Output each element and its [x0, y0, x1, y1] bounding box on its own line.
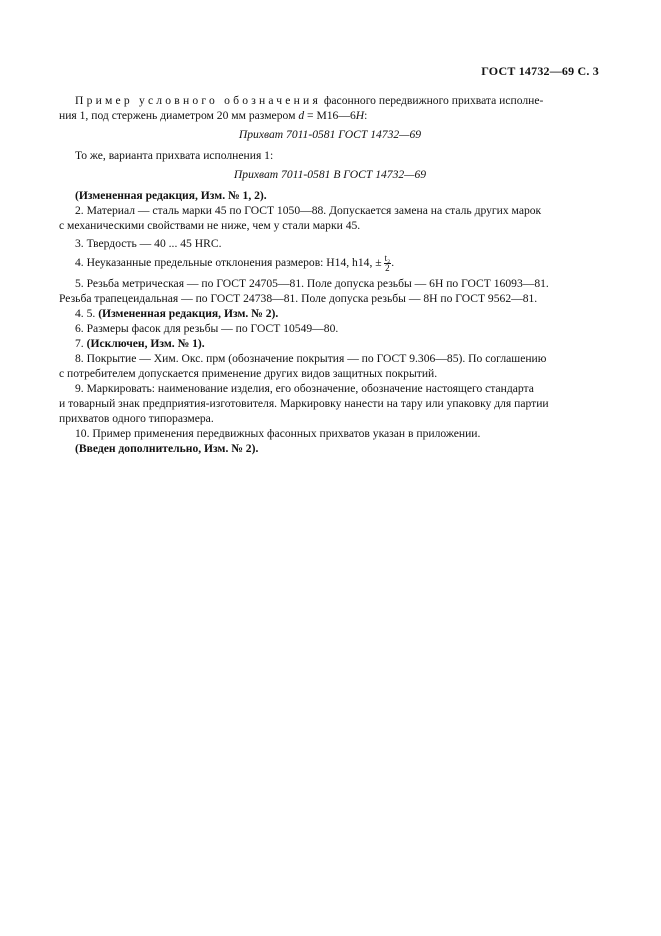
item-2-line-2: с механическими свойствами не ниже, чем у стали марки 45.: [59, 219, 361, 232]
example-variable-h: H: [355, 109, 365, 122]
example-paragraph-line2: [59, 108, 585, 123]
item-4-text: 4. Неуказанные предельные отклонения размеров: H14, h14, ±: [75, 256, 382, 270]
item-7: [75, 336, 585, 351]
revision-note-1-2: (Измененная редакция, Изм. № 1, 2).: [75, 189, 267, 202]
example-spaced-heading: Пример условного обозначения: [75, 94, 321, 107]
designation-1: Прихват 7011-0581 ГОСТ 14732—69: [238, 128, 422, 141]
item-6: 6. Размеры фасок для резьбы — по ГОСТ 10549—80.: [75, 322, 339, 335]
item-2-line-1: 2. Материал — сталь марки 45 по ГОСТ 1050—88. Допускается замена на сталь других марок: [75, 204, 542, 217]
item-9-line-3: прихватов одного типоразмера.: [59, 412, 214, 425]
example-line2-colon: :: [364, 109, 368, 122]
example-text: фасонного передвижного прихвата исполне-: [321, 94, 544, 107]
designation-2: Прихват 7011-0581 В ГОСТ 14732—69: [233, 168, 427, 181]
item-9-line-2: и товарный знак предприятия-изготовителя. Маркировку нанести на тару или упаковку для партии: [59, 397, 549, 410]
item-4: [75, 254, 585, 273]
item-4-5-note: [75, 306, 585, 321]
item-7-excluded: (Исключен, Изм. № 1).: [86, 337, 205, 350]
example-line2-thread: = М16—6: [304, 109, 356, 122]
item-4-5-revision: (Измененная редакция, Изм. № 2).: [98, 307, 279, 320]
item-4-5-prefix: 4. 5.: [75, 307, 99, 320]
fraction-numerator: t₂: [384, 253, 391, 263]
same-variant-text: То же, варианта прихвата исполнения 1:: [75, 149, 274, 162]
item-7-prefix: 7.: [75, 337, 87, 350]
example-line2-text: ния 1, под стержень диаметром 20 мм размером: [59, 109, 299, 122]
introduced-note: (Введен дополнительно, Изм. № 2).: [75, 442, 259, 455]
example-variable-d: d: [298, 109, 305, 122]
item-8-line-2: с потребителем допускается применение других видов защитных покрытий.: [59, 367, 438, 380]
item-10: 10. Пример применения передвижных фасонных прихватов указан в приложении.: [75, 427, 481, 440]
fraction-denominator: 2: [385, 263, 390, 273]
item-5-line-2: Резьба трапецеидальная — по ГОСТ 24738—81. Поле допуска резьбы — 8H по ГОСТ 9562—81.: [59, 292, 538, 305]
example-paragraph: [75, 93, 585, 108]
document-body: [59, 93, 585, 456]
item-5-line-1: 5. Резьба метрическая — по ГОСТ 24705—81. Поле допуска резьбы — 6H по ГОСТ 16093—81.: [75, 277, 549, 290]
item-3: 3. Твердость — 40 ... 45 HRC.: [75, 237, 222, 250]
page-header: ГОСТ 14732—69 С. 3: [481, 64, 599, 78]
item-8-line-1: 8. Покрытие — Хим. Окс. прм (обозначение покрытия — по ГОСТ 9.306—85). По соглашению: [75, 352, 547, 365]
item-9-line-1: 9. Маркировать: наименование изделия, его обозначение, обозначение настоящего стандарта: [75, 382, 534, 395]
item-4-end: .: [391, 256, 395, 270]
